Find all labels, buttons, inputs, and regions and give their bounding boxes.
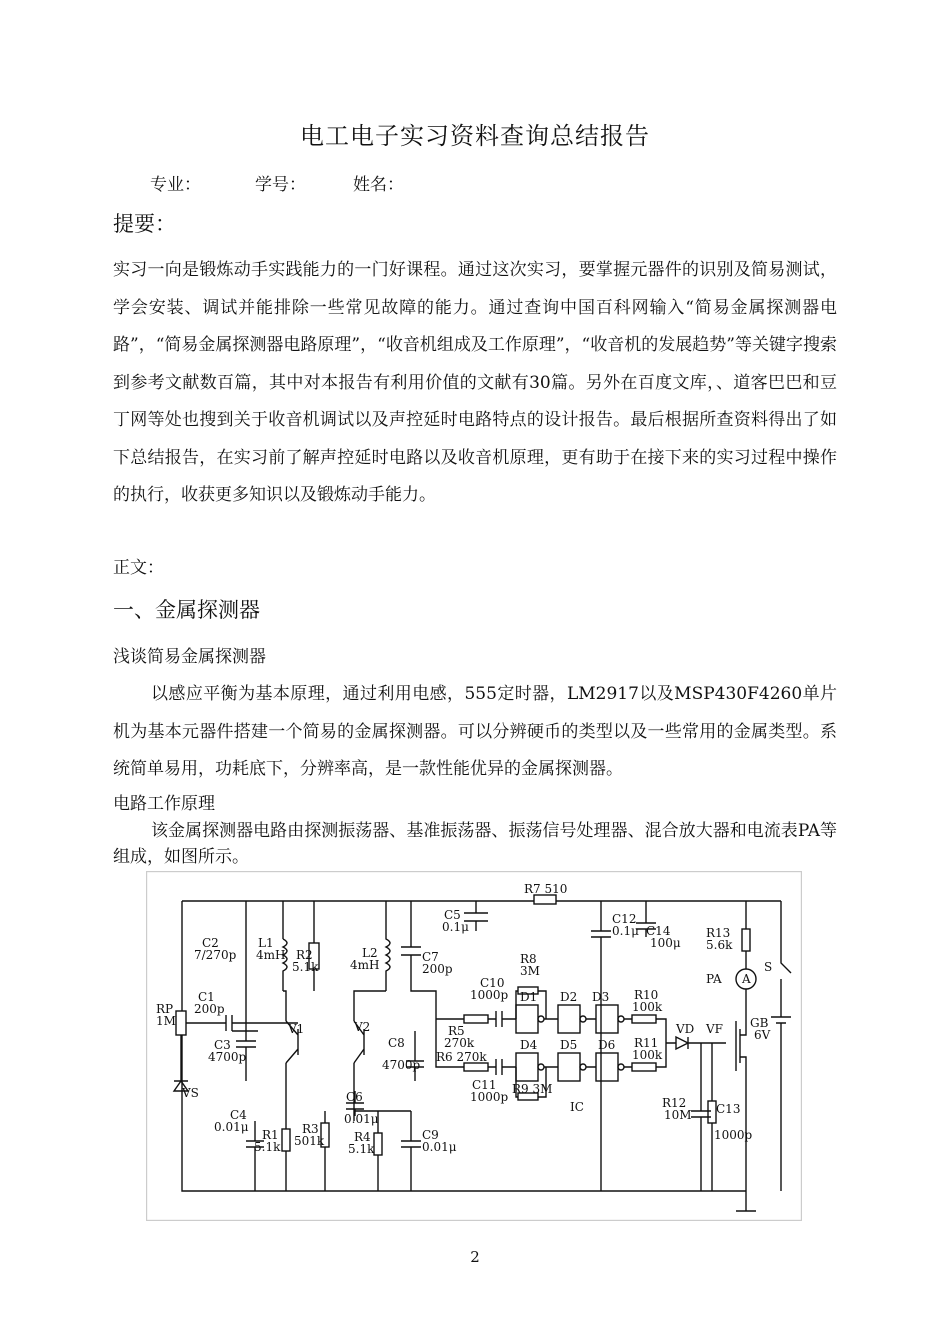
c13-value: 1000p xyxy=(714,1128,753,1142)
rp-value: 1M xyxy=(156,1014,176,1028)
c8-label: C8 xyxy=(388,1036,405,1050)
d5-label: D5 xyxy=(560,1038,578,1052)
circuit-diagram xyxy=(146,871,802,1221)
student-id-label: 学号： xyxy=(255,175,306,195)
d6-label: D6 xyxy=(598,1038,616,1052)
c3-value: 4700p xyxy=(208,1050,247,1064)
r1-value: 5.1k xyxy=(254,1140,281,1154)
c2-value: 7/270p xyxy=(194,948,237,962)
c5-value: 0.1μ xyxy=(442,920,469,934)
r3-value: 501k xyxy=(294,1134,325,1148)
pa-label: PA xyxy=(706,972,722,986)
r11-value: 100k xyxy=(632,1048,663,1062)
r8-label: R8 xyxy=(520,952,537,966)
v1-label: V1 xyxy=(288,1022,305,1036)
r4-label: R4 xyxy=(354,1130,371,1144)
c5-label: C5 xyxy=(444,908,461,922)
subsection-heading-principle: 电路工作原理 xyxy=(113,794,215,814)
ammeter-symbol: A xyxy=(742,972,751,986)
r10-value: 100k xyxy=(632,1000,663,1014)
c7-label: C7 xyxy=(422,950,439,964)
c1-label: C1 xyxy=(198,990,215,1004)
c4-value: 0.01μ xyxy=(214,1120,249,1134)
r5-value: 270k xyxy=(444,1036,475,1050)
d1-label: D1 xyxy=(520,990,538,1004)
c12-value: 0.1μ xyxy=(612,924,639,938)
name-label: 姓名： xyxy=(353,175,404,195)
vd-label: VD xyxy=(676,1022,695,1036)
c9-value: 0.01μ xyxy=(422,1140,457,1154)
d3-label: D3 xyxy=(592,990,610,1004)
c9-label: C9 xyxy=(422,1128,439,1142)
r2-value: 5.1k xyxy=(292,960,319,974)
c6-label: C6 xyxy=(346,1090,363,1104)
r8-value: 3M xyxy=(520,964,540,978)
c13-label: C13 xyxy=(716,1102,741,1116)
c2-label: C2 xyxy=(202,936,219,950)
intro-paragraph: 以感应平衡为基本原理，通过利用电感，555定时器，LM2917以及MSP430F4260单片机为基本元器件搭建一个简易的金属探测器。可以分辨硬币的类型以及一些常用的金属类型。系统简单易用，功耗底下，分辨率高，是一款性能优异的金属探测器。 xyxy=(113,684,837,779)
c10-value: 1000p xyxy=(470,988,509,1002)
page-number: 2 xyxy=(470,1248,480,1266)
gb-value: 6V xyxy=(754,1028,771,1042)
r13-value: 5.6k xyxy=(706,938,733,952)
r4-value: 5.1k xyxy=(348,1142,375,1156)
d4-label: D4 xyxy=(520,1038,538,1052)
c6-value: 0.01μ xyxy=(344,1112,379,1126)
l1-label: L1 xyxy=(258,936,274,950)
rp-label: RP xyxy=(156,1002,174,1016)
r10-label: R10 xyxy=(634,988,659,1002)
c14-label: C14 xyxy=(646,924,671,938)
l2-label: L2 xyxy=(362,946,378,960)
ic-label: IC xyxy=(570,1100,584,1114)
r1-label: R1 xyxy=(262,1128,279,1142)
r6-label: R6 270k xyxy=(436,1050,487,1064)
r13-label: R13 xyxy=(706,926,731,940)
r12-value: 10M xyxy=(664,1108,692,1122)
c3-label: C3 xyxy=(214,1038,231,1052)
v2-label: V2 xyxy=(354,1020,371,1034)
c4-label: C4 xyxy=(230,1108,247,1122)
c7-value: 200p xyxy=(422,962,453,976)
c14-value: 100μ xyxy=(650,936,681,950)
student-info xyxy=(150,170,404,195)
major-label: 专业： xyxy=(150,175,201,195)
c10-label: C10 xyxy=(480,976,505,990)
vs-label: VS xyxy=(182,1086,199,1100)
gb-label: GB xyxy=(750,1016,769,1030)
section-heading-metal-detector: 一、金属探测器 xyxy=(113,598,260,622)
r11-label: R11 xyxy=(634,1036,659,1050)
r9-label: R9 3M xyxy=(512,1082,553,1096)
abstract-heading: 提要： xyxy=(113,212,176,236)
principle-paragraph: 该金属探测器电路由探测振荡器、基准振荡器、振荡信号处理器、混合放大器和电流表PA等组成，如图所示。 xyxy=(113,821,837,867)
vf-label: VF xyxy=(706,1022,723,1036)
r12-label: R12 xyxy=(662,1096,687,1110)
switch-label: S xyxy=(764,960,773,974)
r2-label: R2 xyxy=(296,948,313,962)
c8-value: 4700p xyxy=(382,1058,421,1072)
c1-value: 200p xyxy=(194,1002,225,1016)
document-title: 电工电子实习资料查询总结报告 xyxy=(300,122,650,150)
c11-label: C11 xyxy=(472,1078,497,1092)
body-label: 正文： xyxy=(113,558,164,578)
l1-value: 4mH xyxy=(256,948,286,962)
d2-label: D2 xyxy=(560,990,578,1004)
r7-label: R7 510 xyxy=(524,882,568,896)
subsection-heading-intro: 浅谈简易金属探测器 xyxy=(113,647,266,667)
r5-label: R5 xyxy=(448,1024,465,1038)
c12-label: C12 xyxy=(612,912,637,926)
abstract-paragraph: 实习一向是锻炼动手实践能力的一门好课程。通过这次实习，要掌握元器件的识别及简易测试，学会安装、调试并能排除一些常见故障的能力。通过查询中国百科网输入“简易金属探测器电路”，“简易金属探测器电路原理”，“收音机组成及工作原理”，“收音机的发展趋势”等关键字搜索到参考文献数百篇，其中对本报告有利用价值的文献有30篇。另外在百度文库，、道客巴巴和豆丁网等处也搜到关于收音机调试以及声控延时电路特点的设计报告。最后根据所查资料得出了如下总结报告，在实习前了解声控延时电路以及收音机原理，更有助于在接下来的实习过程中操作的执行，收获更多知识以及锻炼动手能力。 xyxy=(113,260,837,505)
r3-label: R3 xyxy=(302,1122,319,1136)
c11-value: 1000p xyxy=(470,1090,509,1104)
l2-value: 4mH xyxy=(350,958,380,972)
